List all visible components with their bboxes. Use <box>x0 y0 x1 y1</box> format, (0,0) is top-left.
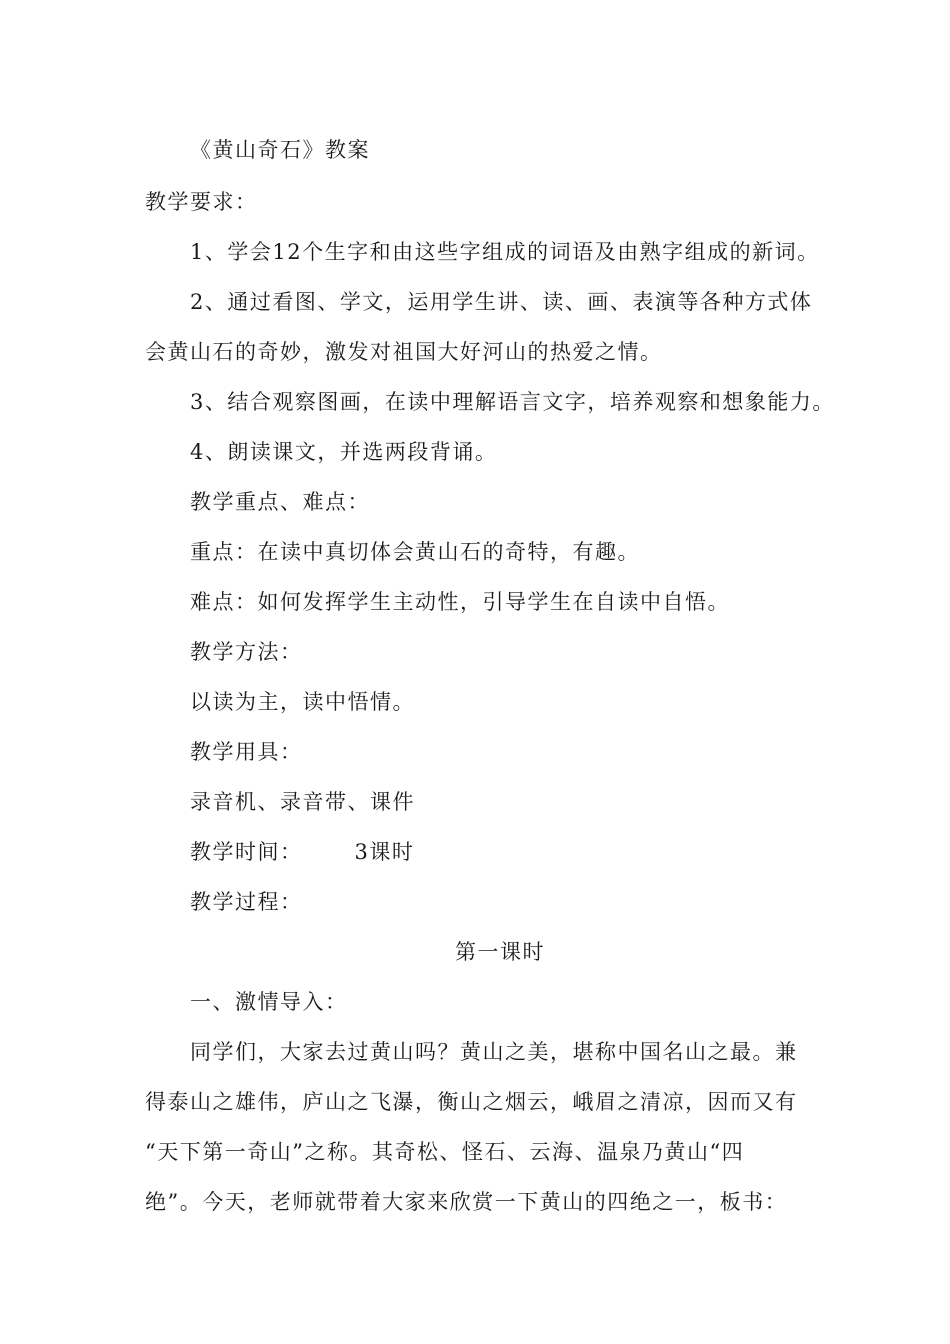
requirement-item-2-continued: 会黄山石的奇妙，激发对祖国大好河山的热爱之情。 <box>145 340 663 364</box>
teaching-time-label: 教学时间： <box>190 840 303 864</box>
requirements-heading: 教学要求： <box>145 190 258 214</box>
key-point: 重点：在读中真切体会黄山石的奇特，有趣。 <box>190 540 640 564</box>
section-1-paragraph-line-2: 得泰山之雄伟，庐山之飞瀑，衡山之烟云，峨眉之清凉，因而又有 <box>145 1090 798 1114</box>
section-1-paragraph-line-1: 同学们，大家去过黄山吗？黄山之美，堪称中国名山之最。兼 <box>190 1040 798 1064</box>
section-1-heading: 一、激情导入： <box>190 990 348 1014</box>
section-1-paragraph-line-4: 绝”。今天，老师就带着大家来欣赏一下黄山的四绝之一，板书： <box>145 1190 788 1214</box>
section-1-paragraph-line-3: “天下第一奇山”之称。其奇松、怪石、云海、温泉乃黄山“四 <box>145 1140 745 1164</box>
document-title: 《黄山奇石》教案 <box>190 138 370 162</box>
process-heading: 教学过程： <box>190 890 303 914</box>
teaching-time <box>190 838 414 866</box>
requirement-item-3: 3、结合观察图画，在读中理解语言文字，培养观察和想象能力。 <box>190 390 835 414</box>
lesson-heading: 第一课时 <box>455 940 545 964</box>
teaching-time-value: 3课时 <box>354 840 415 864</box>
method-text: 以读为主，读中悟情。 <box>190 690 415 714</box>
requirement-item-2: 2、通过看图、学文，运用学生讲、读、画、表演等各种方式体 <box>190 290 813 314</box>
difficult-point: 难点：如何发挥学生主动性，引导学生在自读中自悟。 <box>190 590 730 614</box>
requirement-item-4: 4、朗读课文，并选两段背诵。 <box>190 440 498 464</box>
key-points-heading: 教学重点、难点： <box>190 490 370 514</box>
requirement-item-1: 1、学会12个生字和由这些字组成的词语及由熟字组成的新词。 <box>190 240 820 264</box>
tools-text: 录音机、录音带、课件 <box>190 790 415 814</box>
method-heading: 教学方法： <box>190 640 303 664</box>
tools-heading: 教学用具： <box>190 740 303 764</box>
